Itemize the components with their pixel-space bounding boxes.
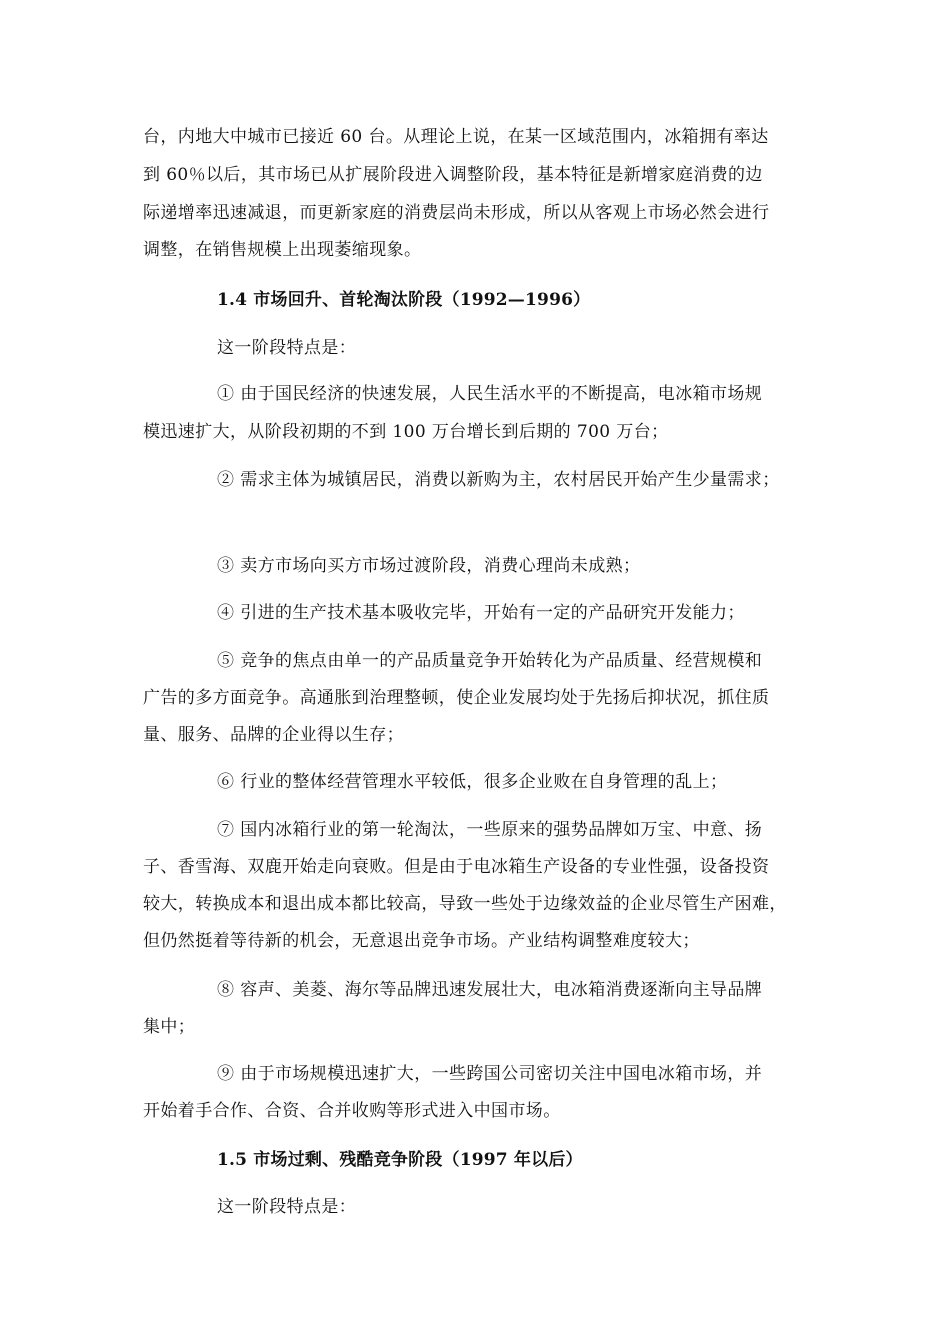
list-item-7-continued: 但仍然挺着等待新的机会，无意退出竞争市场。产业结构调整难度较大；	[143, 931, 700, 951]
list-item-4: ④ 引进的生产技术基本吸收完毕，开始有一定的产品研究开发能力；	[217, 603, 745, 623]
body-text-line: 调整，在销售规模上出现萎缩现象。	[143, 240, 422, 260]
list-item-5: ⑤ 竞争的焦点由单一的产品质量竞争开始转化为产品质量、经营规模和	[217, 651, 763, 671]
section-heading-1-4: 1.4 市场回升、首轮淘汰阶段（1992—1996）	[217, 290, 591, 310]
list-item-7-continued: 子、香雪海、双鹿开始走向衰败。但是由于电冰箱生产设备的专业性强，设备投资	[143, 857, 770, 877]
body-text-line: 到 60％以后，其市场已从扩展阶段进入调整阶段，基本特征是新增家庭消费的边	[143, 165, 763, 185]
list-item-1: ① 由于国民经济的快速发展，人民生活水平的不断提高，电冰箱市场规	[217, 384, 763, 404]
section-heading-1-5: 1.5 市场过剩、残酷竞争阶段（1997 年以后）	[217, 1150, 583, 1170]
list-item-7-continued: 较大，转换成本和退出成本都比较高，导致一些处于边缘效益的企业尽管生产困难，	[143, 894, 787, 914]
body-text-line: 台，内地大中城市已接近 60 台。从理论上说，在某一区域范围内，冰箱拥有率达	[143, 127, 769, 147]
list-item-6: ⑥ 行业的整体经营管理水平较低，很多企业败在自身管理的乱上；	[217, 772, 728, 792]
list-item-1-continued: 模迅速扩大，从阶段初期的不到 100 万台增长到后期的 700 万台；	[143, 422, 669, 442]
list-item-8-continued: 集中；	[143, 1017, 196, 1037]
list-item-5-continued: 广告的多方面竞争。高通胀到治理整顿，使企业发展均处于先扬后抑状况，抓住质	[143, 688, 770, 708]
list-item-8: ⑧ 容声、美菱、海尔等品牌迅速发展壮大，电冰箱消费逐渐向主导品牌	[217, 980, 763, 1000]
list-item-2: ② 需求主体为城镇居民，消费以新购为主，农村居民开始产生少量需求；	[217, 470, 780, 490]
list-item-9: ⑨ 由于市场规模迅速扩大，一些跨国公司密切关注中国电冰箱市场，并	[217, 1064, 763, 1084]
list-item-5-continued: 量、服务、品牌的企业得以生存；	[143, 725, 404, 745]
section-intro: 这一阶段特点是：	[217, 1197, 357, 1217]
body-text-line: 际递增率迅速减退，而更新家庭的消费层尚未形成，所以从客观上市场必然会进行	[143, 203, 770, 223]
list-item-9-continued: 开始着手合作、合资、合并收购等形式进入中国市场。	[143, 1101, 561, 1121]
section-intro: 这一阶段特点是：	[217, 338, 357, 358]
list-item-7: ⑦ 国内冰箱行业的第一轮淘汰，一些原来的强势品牌如万宝、中意、扬	[217, 820, 763, 840]
list-item-3: ③ 卖方市场向买方市场过渡阶段，消费心理尚未成熟；	[217, 556, 641, 576]
